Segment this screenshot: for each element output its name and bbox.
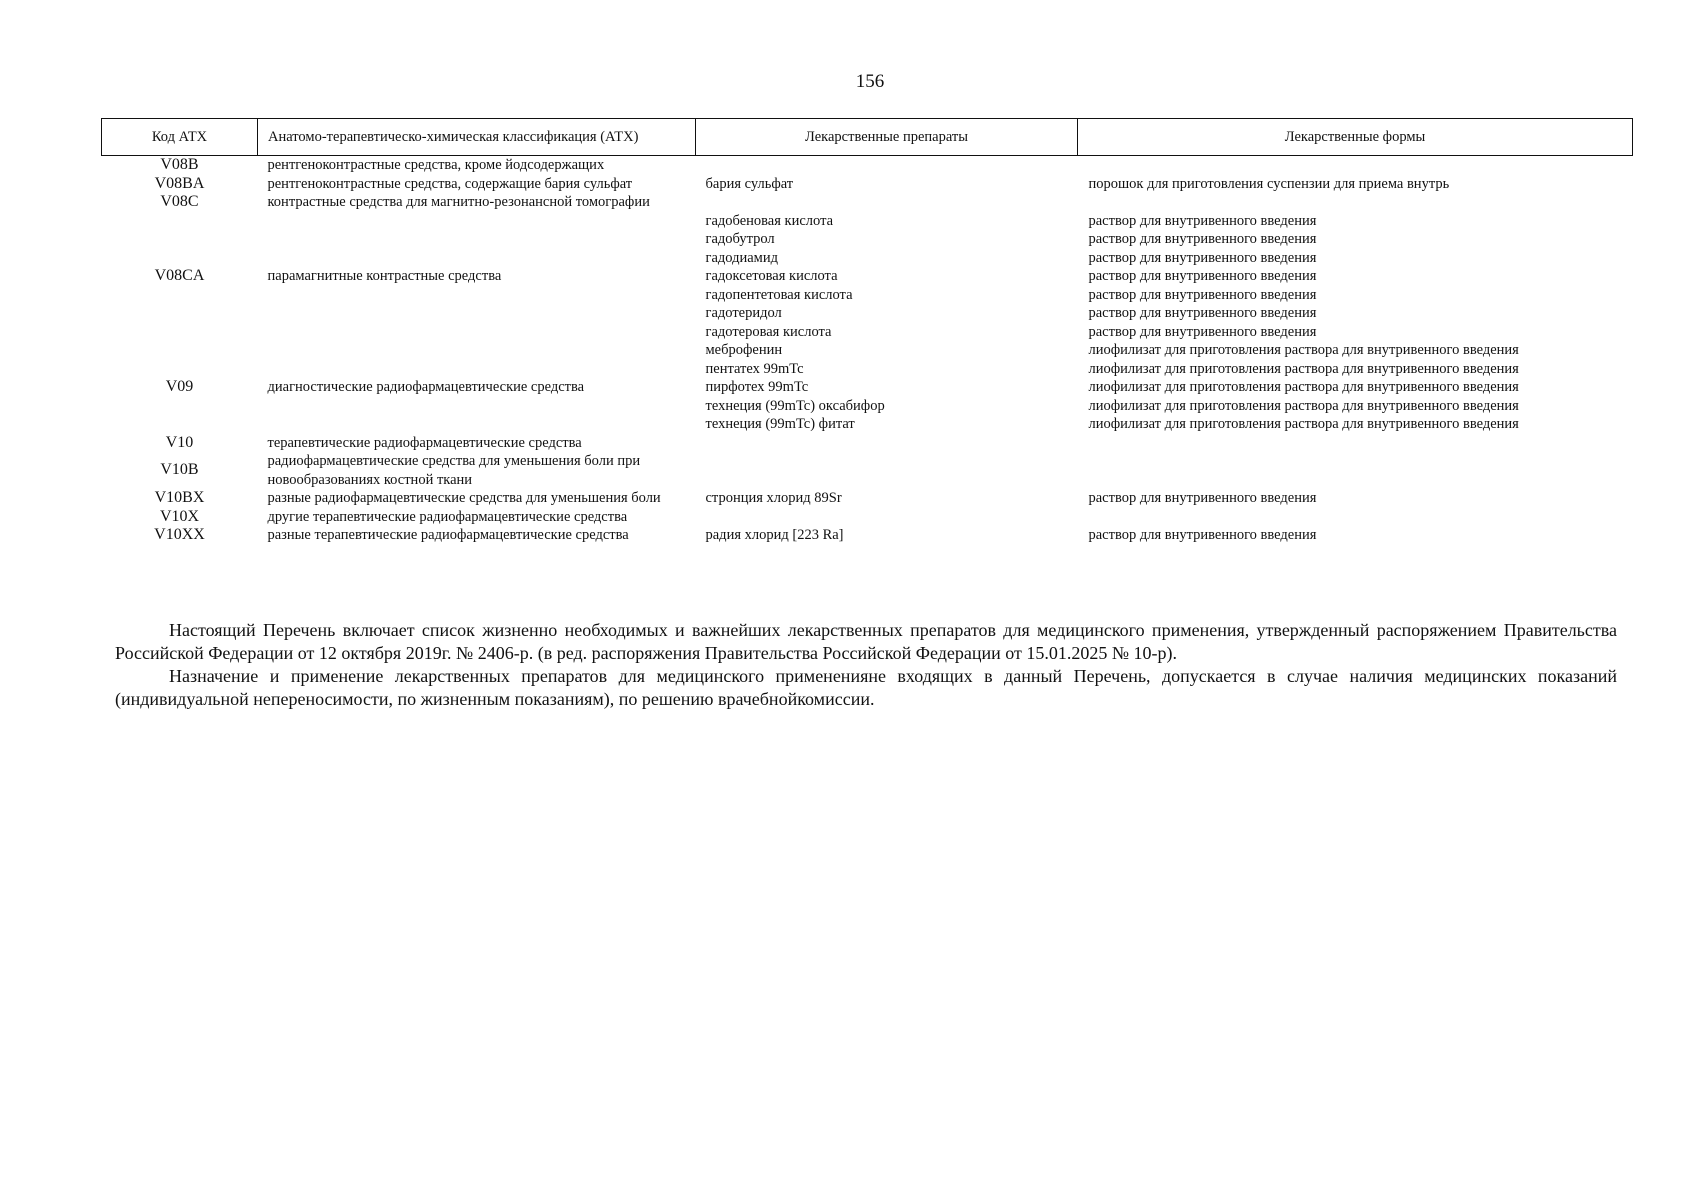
- dosage-form-cell: [1078, 212, 1633, 342]
- footer-paragraph-1: Настоящий Перечень включает список жизненно необходимых и важнейших лекарственных препаратов для медицинского применения, утвержденный распоряжением Правительства Российской Федерации от 12 октября 2019г. № 2406-р. (в ред. распоряжения Правительства Российской Федерации от 15.01.2025 № 10-р).: [115, 620, 1617, 663]
- dosage-form: раствор для внутривенного введения: [1088, 527, 1317, 543]
- atc-code-cell: V10X: [159, 507, 200, 525]
- dosage-form-cell: [1078, 341, 1633, 434]
- table-header: [102, 119, 1633, 156]
- table-body: [102, 156, 1633, 545]
- drug-name: стронция хлорид 89Sr: [705, 490, 842, 506]
- atc-code-cell: V10B: [160, 461, 199, 479]
- atc-code-cell: V08BA: [154, 174, 205, 192]
- drug-cell: [696, 489, 1078, 508]
- drug-name: технеция (99mTc) фитат: [705, 416, 855, 432]
- atc-classification-cell: радиофармацевтические средства для уменьшения боли при новообразованиях костной ткани: [267, 453, 641, 488]
- atc-classification-cell: терапевтические радиофармацевтические средства: [267, 434, 582, 451]
- dosage-form-cell: [1078, 193, 1633, 212]
- drug-cell: [696, 341, 1078, 434]
- atc-code-cell: V10XX: [154, 526, 205, 543]
- table-row: [102, 193, 1633, 212]
- footer-note: [115, 619, 1617, 711]
- dosage-form-cell: [1078, 434, 1633, 453]
- dosage-form: раствор для внутривенного введения: [1088, 212, 1317, 229]
- header-drugs: Лекарственные препараты: [696, 119, 1078, 156]
- drug-name: гадотеровая кислота: [705, 323, 832, 340]
- drug-name: гадотеридол: [705, 305, 782, 321]
- dosage-form: лиофилизат для приготовления раствора для внутривенного введения: [1088, 397, 1519, 414]
- atc-code-cell: V08C: [160, 193, 199, 210]
- dosage-form: раствор для внутривенного введения: [1088, 490, 1317, 506]
- table-row: [102, 489, 1633, 508]
- dosage-form: раствор для внутривенного введения: [1088, 323, 1317, 340]
- dosage-form: раствор для внутривенного введения: [1088, 286, 1317, 303]
- atc-classification-cell: рентгеноконтрастные средства, содержащие бария сульфат: [267, 175, 633, 192]
- drug-cell: [696, 508, 1078, 527]
- header-atc-classification: Анатомо-терапевтическо-химическая классификация (АТХ): [258, 119, 696, 156]
- atc-classification-cell: разные терапевтические радиофармацевтические средства: [267, 527, 629, 543]
- dosage-form-cell: [1078, 175, 1633, 194]
- drug-cell: [696, 212, 1078, 342]
- dosage-form-cell: [1078, 489, 1633, 508]
- drug-name: радия хлорид [223 Ra]: [705, 527, 844, 543]
- table-row: [102, 526, 1633, 545]
- table-row: [102, 175, 1633, 194]
- dosage-form: лиофилизат для приготовления раствора для внутривенного введения: [1088, 379, 1519, 395]
- page-number: 156: [855, 71, 885, 92]
- drug-name: гадобутрол: [705, 231, 775, 247]
- drug-name: гадопентетовая кислота: [705, 286, 853, 303]
- dosage-form: порошок для приготовления суспензии для приема внутрь: [1088, 175, 1450, 192]
- atc-code-cell: V08CA: [154, 267, 205, 284]
- table-row: [102, 341, 1633, 434]
- atc-code-cell: V10: [165, 433, 194, 451]
- header-dosage-forms: Лекарственные формы: [1078, 119, 1633, 156]
- atc-table: [101, 118, 1633, 545]
- atc-classification-cell: другие терапевтические радиофармацевтические средства: [267, 508, 628, 525]
- drug-name: меброфенин: [705, 342, 783, 358]
- drug-name: гадобеновая кислота: [705, 212, 834, 229]
- dosage-form: раствор для внутривенного введения: [1088, 268, 1317, 284]
- table-row: [102, 508, 1633, 527]
- table-row: [102, 156, 1633, 175]
- dosage-form-cell: [1078, 156, 1633, 175]
- drug-cell: [696, 526, 1078, 545]
- dosage-form-cell: [1078, 508, 1633, 527]
- drug-cell: [696, 434, 1078, 453]
- atc-code-cell: V09: [165, 378, 194, 395]
- dosage-form: лиофилизат для приготовления раствора для внутривенного введения: [1088, 416, 1519, 432]
- atc-classification-cell: диагностические радиофармацевтические средства: [267, 379, 585, 395]
- table-row: [102, 212, 1633, 342]
- drug-cell: [696, 193, 1078, 212]
- drug-name: бария сульфат: [705, 175, 794, 192]
- atc-classification-cell: разные радиофармацевтические средства для уменьшения боли: [267, 490, 661, 506]
- table-row: [102, 434, 1633, 453]
- dosage-form: раствор для внутривенного введения: [1088, 249, 1317, 266]
- drug-cell: [696, 452, 1078, 489]
- atc-classification-cell: контрастные средства для магнитно-резонансной томографии: [267, 194, 650, 210]
- table-row: [102, 452, 1633, 489]
- drug-name: пирфотех 99mTc: [705, 379, 809, 395]
- drug-name: гадодиамид: [705, 249, 778, 266]
- dosage-form: раствор для внутривенного введения: [1088, 231, 1317, 247]
- drug-name: технеция (99mTc) оксабифор: [705, 397, 885, 414]
- header-atc-code: Код АТХ: [102, 119, 258, 156]
- dosage-form: лиофилизат для приготовления раствора для внутривенного введения: [1088, 342, 1519, 358]
- dosage-form-cell: [1078, 452, 1633, 489]
- dosage-form-cell: [1078, 526, 1633, 545]
- table-header-row: [102, 119, 1633, 156]
- drug-name: пентатех 99mTc: [705, 360, 804, 377]
- dosage-form: раствор для внутривенного введения: [1088, 305, 1317, 321]
- dosage-form: лиофилизат для приготовления раствора для внутривенного введения: [1088, 360, 1519, 377]
- atc-code-cell: V10BX: [154, 489, 205, 506]
- atc-classification-cell: рентгеноконтрастные средства, кроме йодсодержащих: [267, 157, 605, 173]
- footer-paragraph-2: Назначение и применение лекарственных препаратов для медицинского примененияне входящих в данный Перечень, допускается в случае наличия медицинских показаний (индивидуальной непереносимости, по жизненным показаниям), по решению врачебнойкомиссии.: [115, 666, 1617, 709]
- drug-cell: [696, 156, 1078, 175]
- atc-code-cell: V08B: [160, 156, 199, 173]
- drug-name: гадоксетовая кислота: [705, 268, 838, 284]
- atc-classification-cell: парамагнитные контрастные средства: [267, 268, 502, 284]
- drug-cell: [696, 175, 1078, 194]
